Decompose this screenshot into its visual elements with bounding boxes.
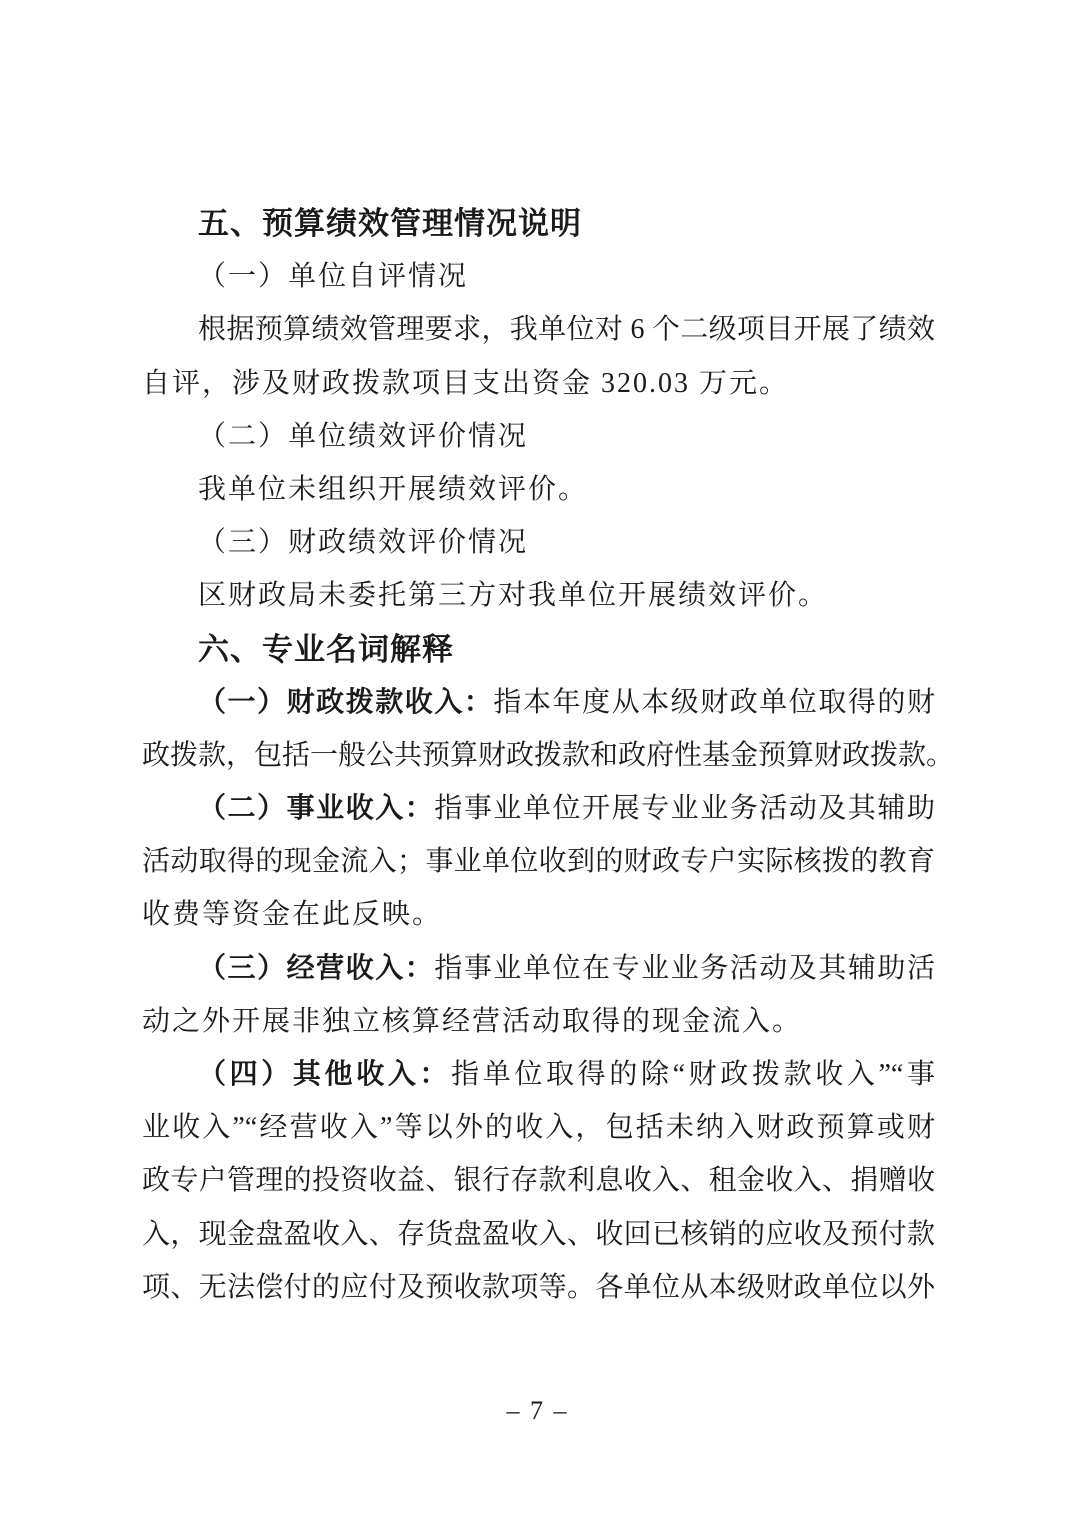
page-number: – 7 – (506, 1396, 569, 1425)
section6-term2-line1 (142, 782, 935, 835)
section6-heading: 六、专业名词解释 (198, 631, 454, 667)
section5-sub3-title: （三）财政绩效评价情况 (198, 527, 529, 559)
section6-term2-line3: 收费等资金在此反映。 (142, 899, 443, 931)
document-body (142, 197, 955, 1314)
section5-sub2-title: （二）单位绩效评价情况 (198, 420, 529, 452)
term2-definition-start: 指事业单位开展专业业务活动及其辅助 (434, 793, 935, 825)
section6-term4-line2: 业收入”“经营收入”等以外的收入，包括未纳入财政预算或财 (142, 1112, 935, 1144)
section6-term4-line1 (142, 1048, 935, 1101)
term3-name: （三）经营收入： (198, 952, 435, 984)
section5-heading: 五、预算绩效管理情况说明 (198, 206, 582, 241)
term4-name: （四）其他收入： (198, 1059, 452, 1090)
term3-definition-start: 指事业单位在专业业务活动及其辅助活 (434, 952, 935, 984)
section5-para1-line1: 根据预算绩效管理要求，我单位对 6 个二级项目开展了绩效 (198, 314, 935, 346)
section6-term3-line2: 动之外开展非独立核算经营活动取得的现金流入。 (142, 1005, 803, 1037)
section6-term4-line5: 项、无法偿付的应付及预收款项等。各单位从本级财政单位以外 (142, 1271, 935, 1303)
section6-term1-line2: 政拨款，包括一般公共预算财政拨款和政府性基金预算财政拨款。 (142, 739, 955, 771)
section6-term3-line1 (142, 942, 935, 995)
section5-para2-line1: 我单位未组织开展绩效评价。 (198, 473, 589, 505)
term2-name: （二）事业收入： (198, 793, 435, 825)
section6-term4-line3: 政专户管理的投资收益、银行存款利息收入、租金收入、捐赠收 (142, 1165, 935, 1197)
term4-definition-start: 指单位取得的除“财政拨款收入”“事 (451, 1059, 935, 1090)
section5-para3-line1: 区财政局未委托第三方对我单位开展绩效评价。 (198, 580, 829, 612)
section6-term4-line4: 入，现金盘盈收入、存货盘盈收入、收回已核销的应收及预付款 (142, 1218, 935, 1250)
term1-name: （一）财政拨款收入： (198, 686, 494, 718)
section6-term2-line2: 活动取得的现金流入；事业单位收到的财政专户实际核拨的教育 (142, 846, 935, 878)
term1-definition-start: 指本年度从本级财政单位取得的财 (493, 686, 935, 718)
section5-para1-line2: 自评，涉及财政拨款项目支出资金 320.03 万元。 (142, 367, 790, 399)
section6-term1-line1 (142, 676, 935, 729)
section5-sub1-title: （一）单位自评情况 (198, 261, 469, 293)
